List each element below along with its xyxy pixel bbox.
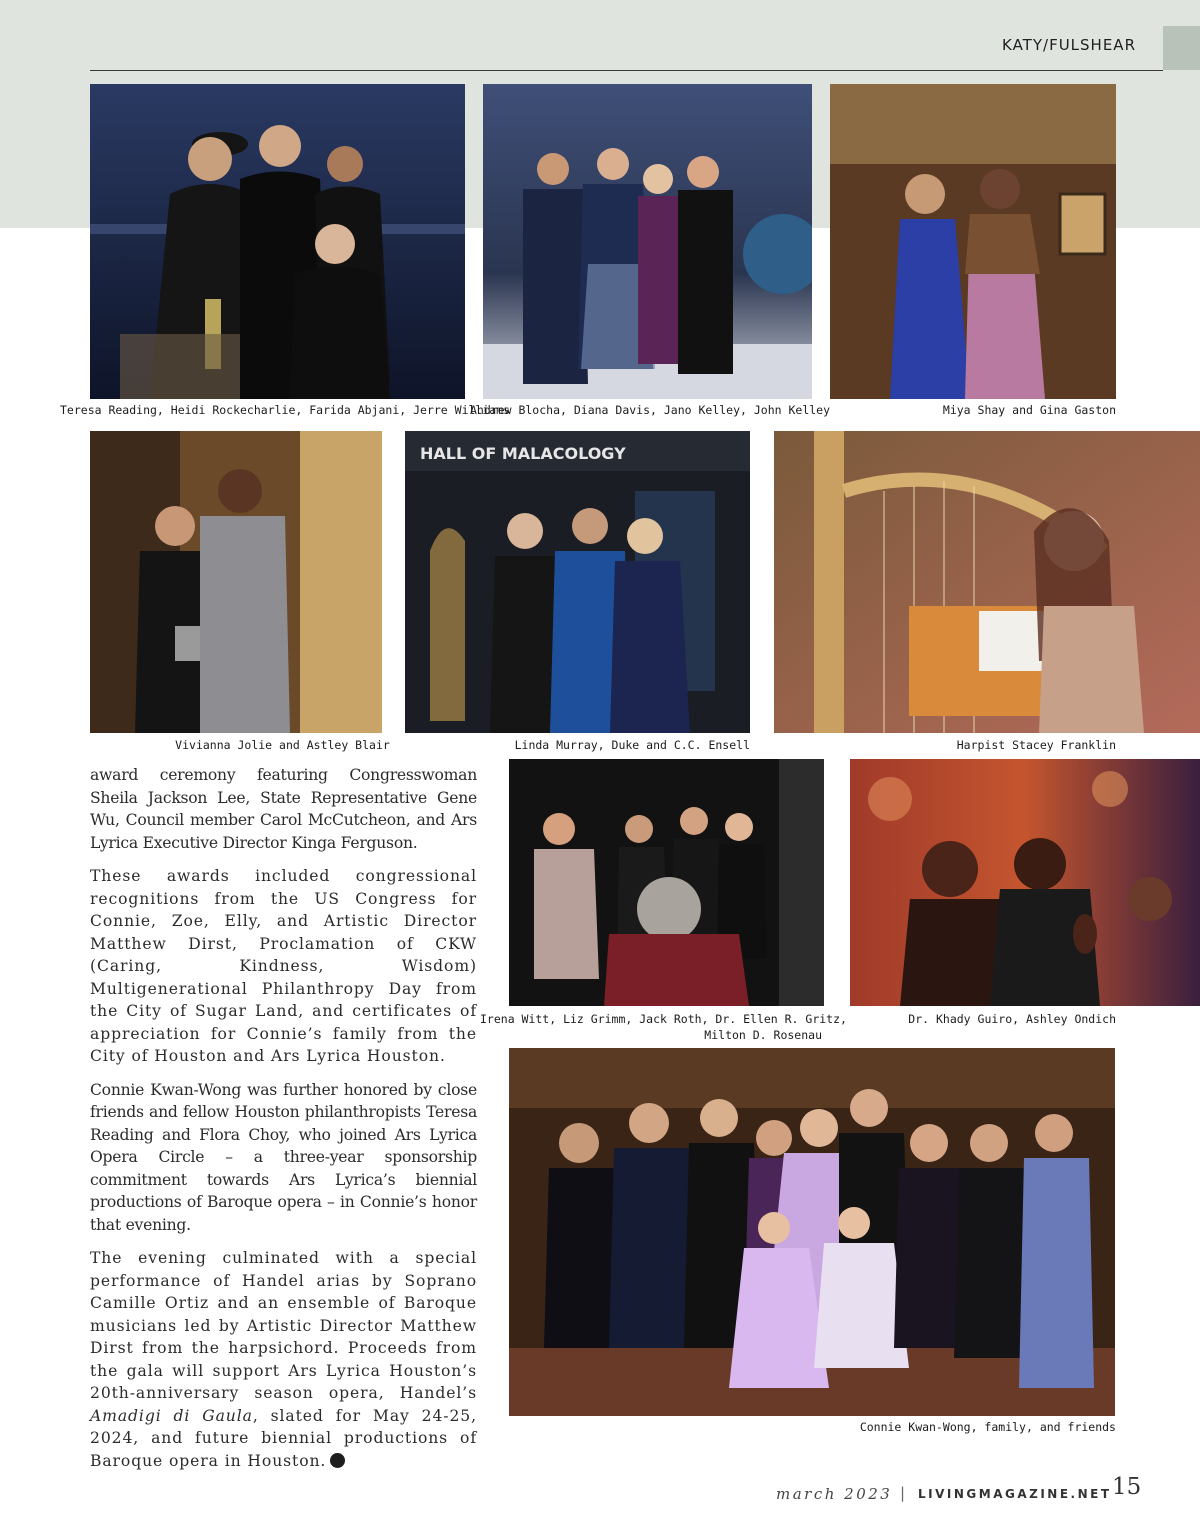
- sign-text: HALL OF MALACOLOGY: [420, 444, 626, 463]
- article-paragraph: [90, 1247, 477, 1472]
- photo-guiro-ondich: [850, 759, 1200, 1006]
- section-tab: [1163, 26, 1200, 70]
- article-body: [90, 764, 477, 1483]
- photo-caption: Miya Shay and Gina Gaston: [942, 403, 1116, 417]
- photo-caption: Irena Witt, Liz Grimm, Jack Roth, Dr. Ellen R. Gritz,: [480, 1012, 847, 1026]
- photo-caption: Vivianna Jolie and Astley Blair: [175, 738, 390, 752]
- photo-murray-ensell: [405, 431, 750, 733]
- photo-witt-grimm-roth-gritz: [509, 759, 824, 1006]
- article-paragraph: These awards included congressional recognitions from the US Congress for Connie, Zoe, Elly, and Artistic Director Matthew Dirst, Proclamation of CKW (Caring, Kindness, Wisdom) Multigenerational Philanthropy Day from the City of Sugar Land, and certificates of appreciation for Connie’s family from the City of Houston and Ars Lyrica Houston.: [90, 867, 477, 1065]
- article-paragraph: Connie Kwan-Wong was further honored by close friends and fellow Houston philanthropists Teresa Reading and Flora Choy, who joined Ars Lyrica Opera Circle – a three-year sponsorship commitment towards Ars Lyrica’s biennial productions of Baroque opera – in Connie’s honor that evening.: [90, 1080, 477, 1234]
- article-text: , slated for May 24-25, 2024, and future biennial productions of Baroque opera in Houston.: [90, 1406, 477, 1470]
- header-rule: [90, 70, 1163, 71]
- photo-vivianna-jolie-astley-blair: [90, 431, 382, 733]
- end-mark-icon: [330, 1453, 345, 1468]
- photo-caption: Linda Murray, Duke and C.C. Ensell: [514, 738, 750, 752]
- footer-separator: |: [900, 1484, 906, 1502]
- photo-blocha-davis-kelley: [483, 84, 812, 399]
- photo-caption: Teresa Reading, Heidi Rockecharlie, Farida Abjani, Jerre Williams: [60, 403, 511, 417]
- opera-title: Amadigi di Gaula: [90, 1406, 253, 1425]
- footer-site: LIVINGMAGAZINE.NET: [918, 1487, 1112, 1501]
- article-text: The evening culminated with a special performance of Handel arias by Soprano Camille Ortiz and an ensemble of Baroque musicians led by Artistic Director Matthew Dirst from the harpsichord. Proceeds from the gala will support Ars Lyrica Houston’s 20th-anniversary season opera, Handel’s: [90, 1249, 477, 1402]
- article-paragraph: award ceremony featuring Congresswoman Sheila Jackson Lee, State Representative Gene Wu, Council member Carol McCutcheon, and Ars Lyrica Executive Director Kinga Ferguson.: [90, 766, 477, 852]
- photo-caption-line2: Milton D. Rosenau: [704, 1028, 822, 1042]
- section-label: KATY/FULSHEAR: [1002, 36, 1136, 54]
- footer-date: march 2023: [776, 1485, 893, 1503]
- photo-miya-shay-gina-gaston: [830, 84, 1116, 399]
- photo-caption: Andrew Blocha, Diana Davis, Jano Kelley, John Kelley: [470, 403, 831, 417]
- photo-caption: Connie Kwan-Wong, family, and friends: [859, 1420, 1116, 1434]
- photo-teresa-reading-group: [90, 84, 465, 399]
- photo-caption: Harpist Stacey Franklin: [956, 738, 1116, 752]
- photo-harpist-stacey-franklin: [774, 431, 1200, 733]
- photo-caption: Dr. Khady Guiro, Ashley Ondich: [908, 1012, 1116, 1026]
- photo-connie-kwan-wong-family: [509, 1048, 1115, 1416]
- page-number: 15: [1112, 1474, 1142, 1500]
